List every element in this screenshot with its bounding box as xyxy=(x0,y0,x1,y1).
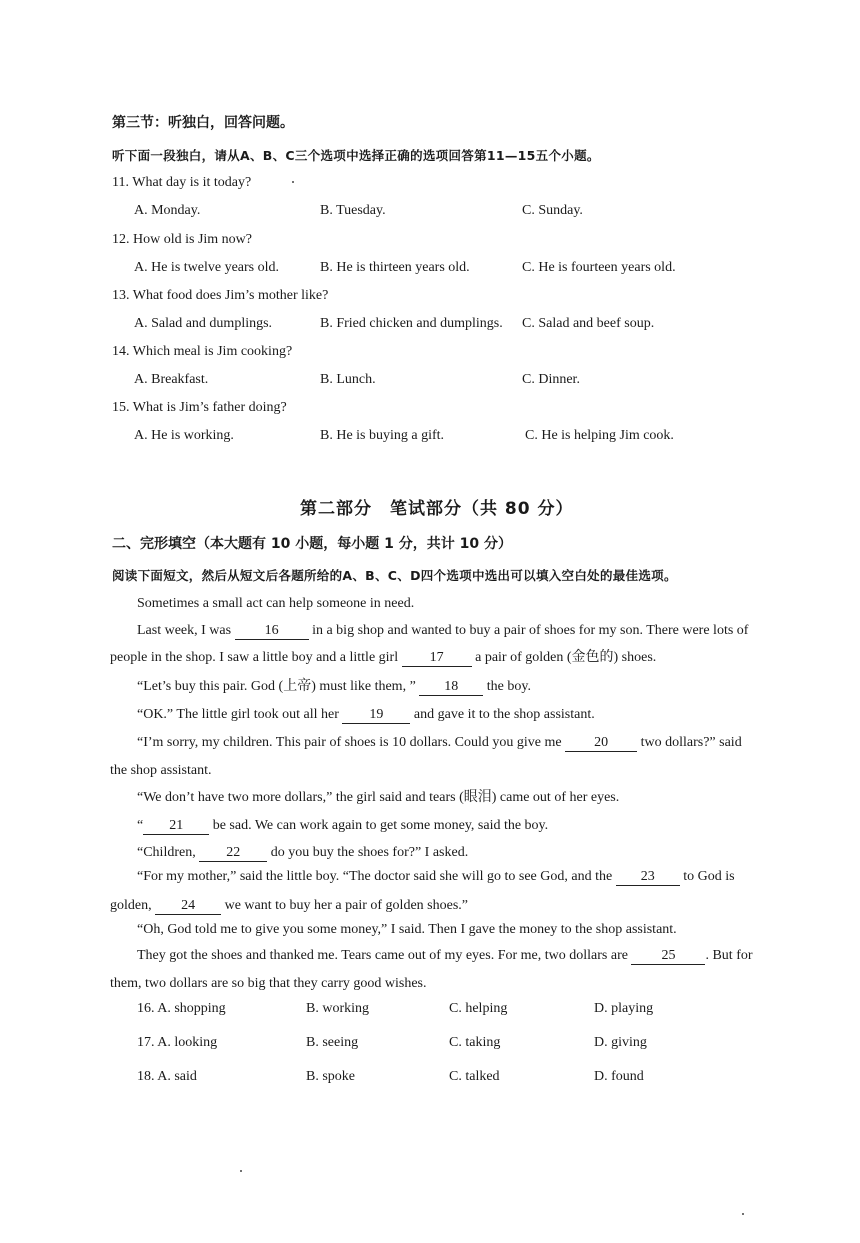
passage-line xyxy=(137,840,468,866)
passage-line: “We don’t have two more dollars,” the girl said and tears (眼泪) came out of her eyes. xyxy=(137,790,620,805)
passage-line: the shop assistant. xyxy=(110,763,212,778)
passage-text: “OK.” The little girl took out all her xyxy=(137,707,339,722)
q14-option-a: A. Breakfast. xyxy=(134,372,209,387)
q12-option-a: A. He is twelve years old. xyxy=(134,260,280,275)
option-17-b: B. seeing xyxy=(306,1035,359,1050)
blank-25: 25 xyxy=(631,948,705,965)
blank-22: 22 xyxy=(199,845,267,862)
passage-text: two dollars?” said xyxy=(640,735,742,750)
part-title: 第二部分 笔试部分（共 80 分） xyxy=(300,499,574,519)
option-18-a: 18. A. said xyxy=(137,1069,197,1084)
passage-text: golden, xyxy=(110,898,152,913)
blank-18: 18 xyxy=(419,679,483,696)
q14-option-c: C. Dinner. xyxy=(522,372,580,387)
blank-19: 19 xyxy=(342,707,410,724)
question-12: 12. How old is Jim now? xyxy=(112,232,252,247)
blank-23: 23 xyxy=(616,869,680,886)
passage-line xyxy=(110,893,468,919)
option-18-c: C. talked xyxy=(449,1069,500,1084)
blank-21: 21 xyxy=(143,818,209,835)
q11-option-a: A. Monday. xyxy=(134,203,201,218)
section-instruction: 听下面一段独白，请从A、B、C三个选项中选择正确的选项回答第11—15五个小题。 xyxy=(112,148,600,163)
passage-line: “Oh, God told me to give you some money,” I said. Then I gave the money to the shop assistant. xyxy=(137,922,677,937)
question-15: 15. What is Jim’s father doing? xyxy=(112,400,287,415)
passage-line xyxy=(137,618,748,644)
blank-16: 16 xyxy=(235,623,309,640)
passage-text: a pair of golden (金色的) shoes. xyxy=(475,650,657,665)
blank-17: 17 xyxy=(402,650,472,667)
passage-line xyxy=(137,674,531,700)
passage-text: “For my mother,” said the little boy. “The doctor said she will go to see God, and the xyxy=(137,869,613,884)
scan-speck xyxy=(292,181,294,183)
q14-option-b: B. Lunch. xyxy=(320,372,376,387)
q15-option-a: A. He is working. xyxy=(134,428,234,443)
passage-line xyxy=(137,702,595,728)
passage-line: Sometimes a small act can help someone in need. xyxy=(137,596,415,611)
question-11: 11. What day is it today? xyxy=(112,175,252,190)
option-16-b: B. working xyxy=(306,1001,369,1016)
cloze-heading: 二、完形填空（本大题有 10 小题，每小题 1 分，共计 10 分） xyxy=(112,536,512,552)
passage-text: in a big shop and wanted to buy a pair of shoes for my son. There were lots of xyxy=(312,623,749,638)
passage-text: “ xyxy=(137,818,144,833)
option-16-d: D. playing xyxy=(594,1001,654,1016)
passage-text: do you buy the shoes for?” I asked. xyxy=(270,845,469,860)
passage-line xyxy=(137,730,742,756)
question-13: 13. What food does Jim’s mother like? xyxy=(112,288,329,303)
passage-line: them, two dollars are so big that they carry good wishes. xyxy=(110,976,427,991)
blank-24: 24 xyxy=(155,898,221,915)
q12-option-b: B. He is thirteen years old. xyxy=(320,260,470,275)
option-16-c: C. helping xyxy=(449,1001,508,1016)
option-18-d: D. found xyxy=(594,1069,644,1084)
blank-20: 20 xyxy=(565,735,637,752)
q15-option-c: C. He is helping Jim cook. xyxy=(525,428,674,443)
q11-option-c: C. Sunday. xyxy=(522,203,583,218)
cloze-instruction: 阅读下面短文，然后从短文后各题所给的A、B、C、D四个选项中选出可以填入空白处的最佳选项。 xyxy=(112,568,677,583)
passage-text: people in the shop. I saw a little boy and a little girl xyxy=(110,650,399,665)
section-heading: 第三节：听独白，回答问题。 xyxy=(112,115,294,131)
passage-line xyxy=(110,645,656,671)
passage-line xyxy=(137,864,735,890)
option-18-b: B. spoke xyxy=(306,1069,355,1084)
q11-option-b: B. Tuesday. xyxy=(320,203,386,218)
q12-option-c: C. He is fourteen years old. xyxy=(522,260,676,275)
passage-text: and gave it to the shop assistant. xyxy=(413,707,595,722)
q13-option-c: C. Salad and beef soup. xyxy=(522,316,655,331)
passage-text: “Children, xyxy=(137,845,196,860)
passage-text: we want to buy her a pair of golden shoes.” xyxy=(224,898,468,913)
option-17-c: C. taking xyxy=(449,1035,501,1050)
option-17-d: D. giving xyxy=(594,1035,647,1050)
passage-text: They got the shoes and thanked me. Tears came out of my eyes. For me, two dollars are xyxy=(137,948,628,963)
passage-text: “I’m sorry, my children. This pair of shoes is 10 dollars. Could you give me xyxy=(137,735,562,750)
passage-text: “Let’s buy this pair. God (上帝) must like them, ” xyxy=(137,679,416,694)
option-16-a: 16. A. shopping xyxy=(137,1001,226,1016)
option-17-a: 17. A. looking xyxy=(137,1035,218,1050)
scan-speck xyxy=(240,1170,242,1172)
passage-text: Last week, I was xyxy=(137,623,232,638)
question-14: 14. Which meal is Jim cooking? xyxy=(112,344,293,359)
passage-line xyxy=(137,943,753,969)
passage-text: . But for xyxy=(705,948,753,963)
passage-text: the boy. xyxy=(486,679,531,694)
q15-option-b: B. He is buying a gift. xyxy=(320,428,445,443)
passage-text: be sad. We can work again to get some money, said the boy. xyxy=(212,818,549,833)
q13-option-a: A. Salad and dumplings. xyxy=(134,316,273,331)
passage-line xyxy=(137,813,548,839)
q13-option-b: B. Fried chicken and dumplings. xyxy=(320,316,503,331)
scan-speck xyxy=(742,1213,744,1215)
passage-text: to God is xyxy=(683,869,735,884)
